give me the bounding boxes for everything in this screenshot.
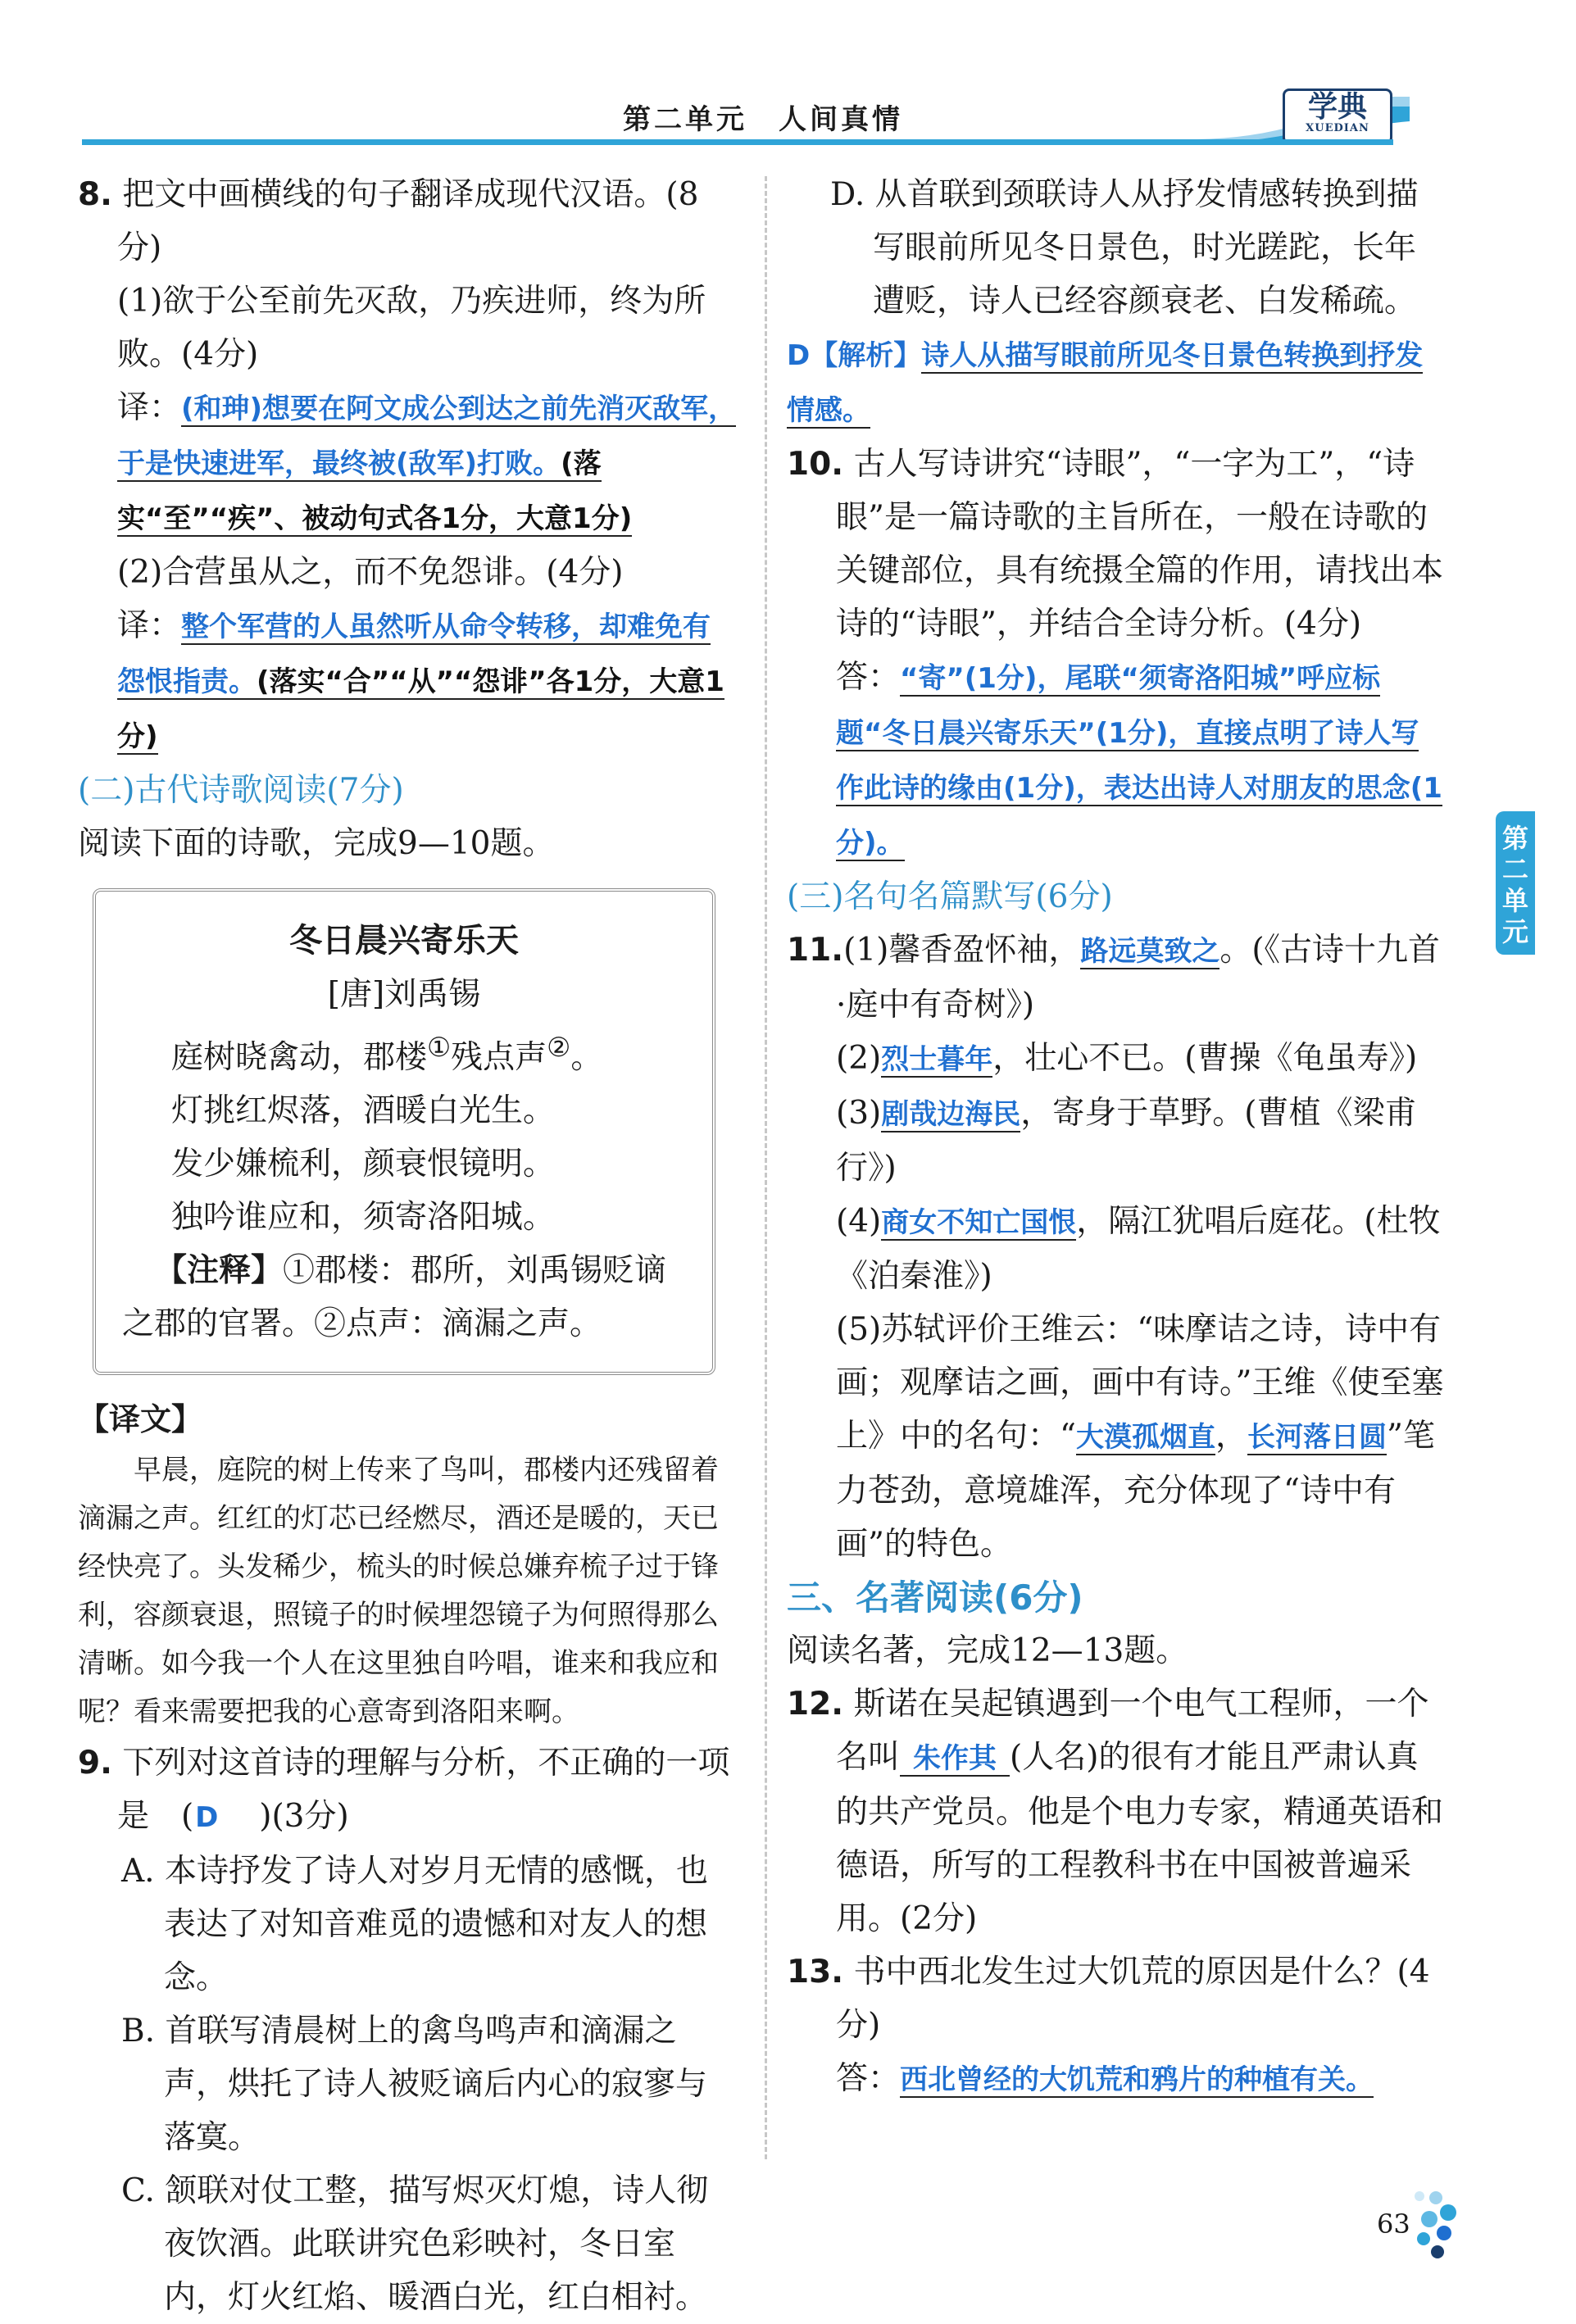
- poem-line-3: 发少嫌梳利，颜衰恨镜明。: [171, 1146, 556, 1182]
- part-3-intro: 阅读名著，完成12—13题。: [787, 1632, 1188, 1669]
- q11-item-4: (4)商女不知亡国恨，隔江犹唱后庭花。(杜牧《泊秦淮》): [836, 1203, 1441, 1295]
- poem-notes: 【注释】①郡楼：郡所，刘禹锡贬谪之郡的官署。②点声：滴漏之声。: [122, 1251, 667, 1342]
- page-number: 63: [1377, 2208, 1410, 2240]
- section-2-intro: 阅读下面的诗歌，完成9—10题。: [78, 825, 555, 862]
- q11-item-2: (2)烈士暮年，壮心不已。(曹操《龟虽寿》): [836, 1040, 1418, 1077]
- right-column: [787, 168, 1447, 2107]
- question-10-stem: 10. 古人写诗讲究“诗眼”，“一字为工”，“诗眼”是一篇诗歌的主旨所在，一般在诗歌的关键部位，具有统摄全篇的作用，请找出本诗的“诗眼”，并结合全诗分析。(4分): [787, 446, 1444, 642]
- q8-sub1: (1)欲于公至前先灭敌，乃疾进师，终为所败。(4分): [117, 283, 706, 373]
- poem-line-2: 灯挑红烬落，酒暖白光生。: [171, 1092, 556, 1129]
- header-rule: [82, 139, 1393, 145]
- q8-sub1-answer: 译：(和珅)想要在阿文成公到达之前先消灭敌军，于是快速进军，最终被(敌军)打败。(落实“至”“疾”、被动句式各1分，大意1分): [117, 389, 737, 535]
- question-13-stem: 13. 书中西北发生过大饥荒的原因是什么？(4分): [787, 1954, 1430, 2044]
- q8-sub2: (2)合营虽从之，而不免怨诽。(4分): [117, 554, 624, 591]
- q11-item-3: (3)剧哉边海民，寄身于草野。(曹植《梁甫行》): [836, 1095, 1417, 1187]
- left-column: [78, 168, 738, 2324]
- q8-sub2-answer: 译：整个军营的人虽然听从命令转移，却难免有怨恨指责。(落实“合”“从”“怨诽”各1分，大意1分): [117, 607, 724, 753]
- poem-author: [唐]刘禹锡: [327, 976, 481, 1013]
- q13-answer: 答：西北曾经的大饥荒和鸦片的种植有关。: [836, 2060, 1374, 2097]
- question-8-stem: 8. 把文中画横线的句子翻译成现代汉语。(8分): [78, 176, 699, 266]
- section-2-title: (二)古代诗歌阅读(7分): [78, 772, 404, 809]
- q11-item-1: 11.(1)馨香盈怀袖，路远莫致之。(《古诗十九首·庭中有奇树》): [787, 932, 1441, 1024]
- q11-item-5: (5)苏轼评价王维云：“味摩诘之诗，诗中有画；观摩诘之画，画中有诗。”王维《使至塞上》中的名句：“大漠孤烟直，长河落日圆”笔力苍劲，意境雄浑，充分体现了“诗中有画”的特色。: [836, 1311, 1444, 1563]
- unit-side-tab: 第 二 单 元: [1496, 811, 1535, 955]
- hexagon-dots-decoration: [1403, 2188, 1460, 2262]
- q9-analysis: D【解析】诗人从描写眼前所见冬日景色转换到抒发情感。: [787, 339, 1424, 427]
- q10-answer: 答：“寄”(1分)，尾联“须寄洛阳城”呼应标题“冬日晨兴寄乐天”(1分)，直接点明了诗人写作此诗的缘由(1分)，表达出诗人对朋友的思念(1分)。: [836, 659, 1442, 860]
- poem-box: [93, 888, 715, 1375]
- column-divider: [765, 176, 767, 2159]
- poem-title: 冬日晨兴寄乐天: [289, 922, 519, 960]
- publisher-logo: 学典 XUEDIAN: [1283, 89, 1392, 144]
- translation-heading: 【译文】: [78, 1401, 203, 1437]
- part-3-title: 三、名著阅读(6分): [787, 1577, 1083, 1618]
- poem-line-4: 独吟谁应和，须寄洛阳城。: [171, 1199, 556, 1236]
- q9-option-b: B. 首联写清晨树上的禽鸟鸣声和滴漏之声，烘托了诗人被贬谪后内心的寂寥与落寞。: [121, 2013, 708, 2156]
- page-header-title: 第二单元 人间真情: [623, 103, 903, 136]
- question-12: 12. 斯诺在吴起镇遇到一个电气工程师，一个名叫 朱作其 (人名)的很有才能且严肃认真的共产党员。他是个电力专家，精通英语和德语，所写的工程教科书在中国被普遍采用。(2分): [787, 1686, 1444, 1937]
- q9-option-d: D. 从首联到颈联诗人从抒发情感转换到描写眼前所见冬日景色，时光蹉跎，长年遭贬，诗人已经容颜衰老、白发稀疏。: [830, 176, 1419, 320]
- section-3-title: (三)名句名篇默写(6分): [787, 878, 1113, 915]
- q9-option-c: C. 颔联对仗工整，描写烬灭灯熄，诗人彻夜饮酒。此联讲究色彩映衬，冬日室内，灯火红焰、暖酒白光，红白相衬。: [121, 2172, 709, 2316]
- poem-line-1: 庭树晓禽动，郡楼①残点声②。: [171, 1032, 603, 1076]
- q9-option-a: A. 本诗抒发了诗人对岁月无情的感慨，也表达了对知音难觅的遗憾和对友人的想念。: [121, 1853, 708, 1996]
- translation-body: 早晨，庭院的树上传来了鸟叫，郡楼内还残留着滴漏之声。红红的灯芯已经燃尽，酒还是暖的，天已经快亮了。头发稀少，梳头的时候总嫌弃梳子过于锋利，容颜衰退，照镜子的时候埋怨镜子为何照得那么清晰。如今我一个人在这里独自吟唱，谁来和我应和呢？看来需要把我的心意寄到洛阳来啊。: [78, 1454, 719, 1728]
- question-9-stem: 9. 下列对这首诗的理解与分析，不正确的一项是 (D )(3分): [78, 1736, 738, 1845]
- q12-answer: 朱作其: [900, 1742, 1010, 1777]
- q9-answer: D: [195, 1801, 219, 1834]
